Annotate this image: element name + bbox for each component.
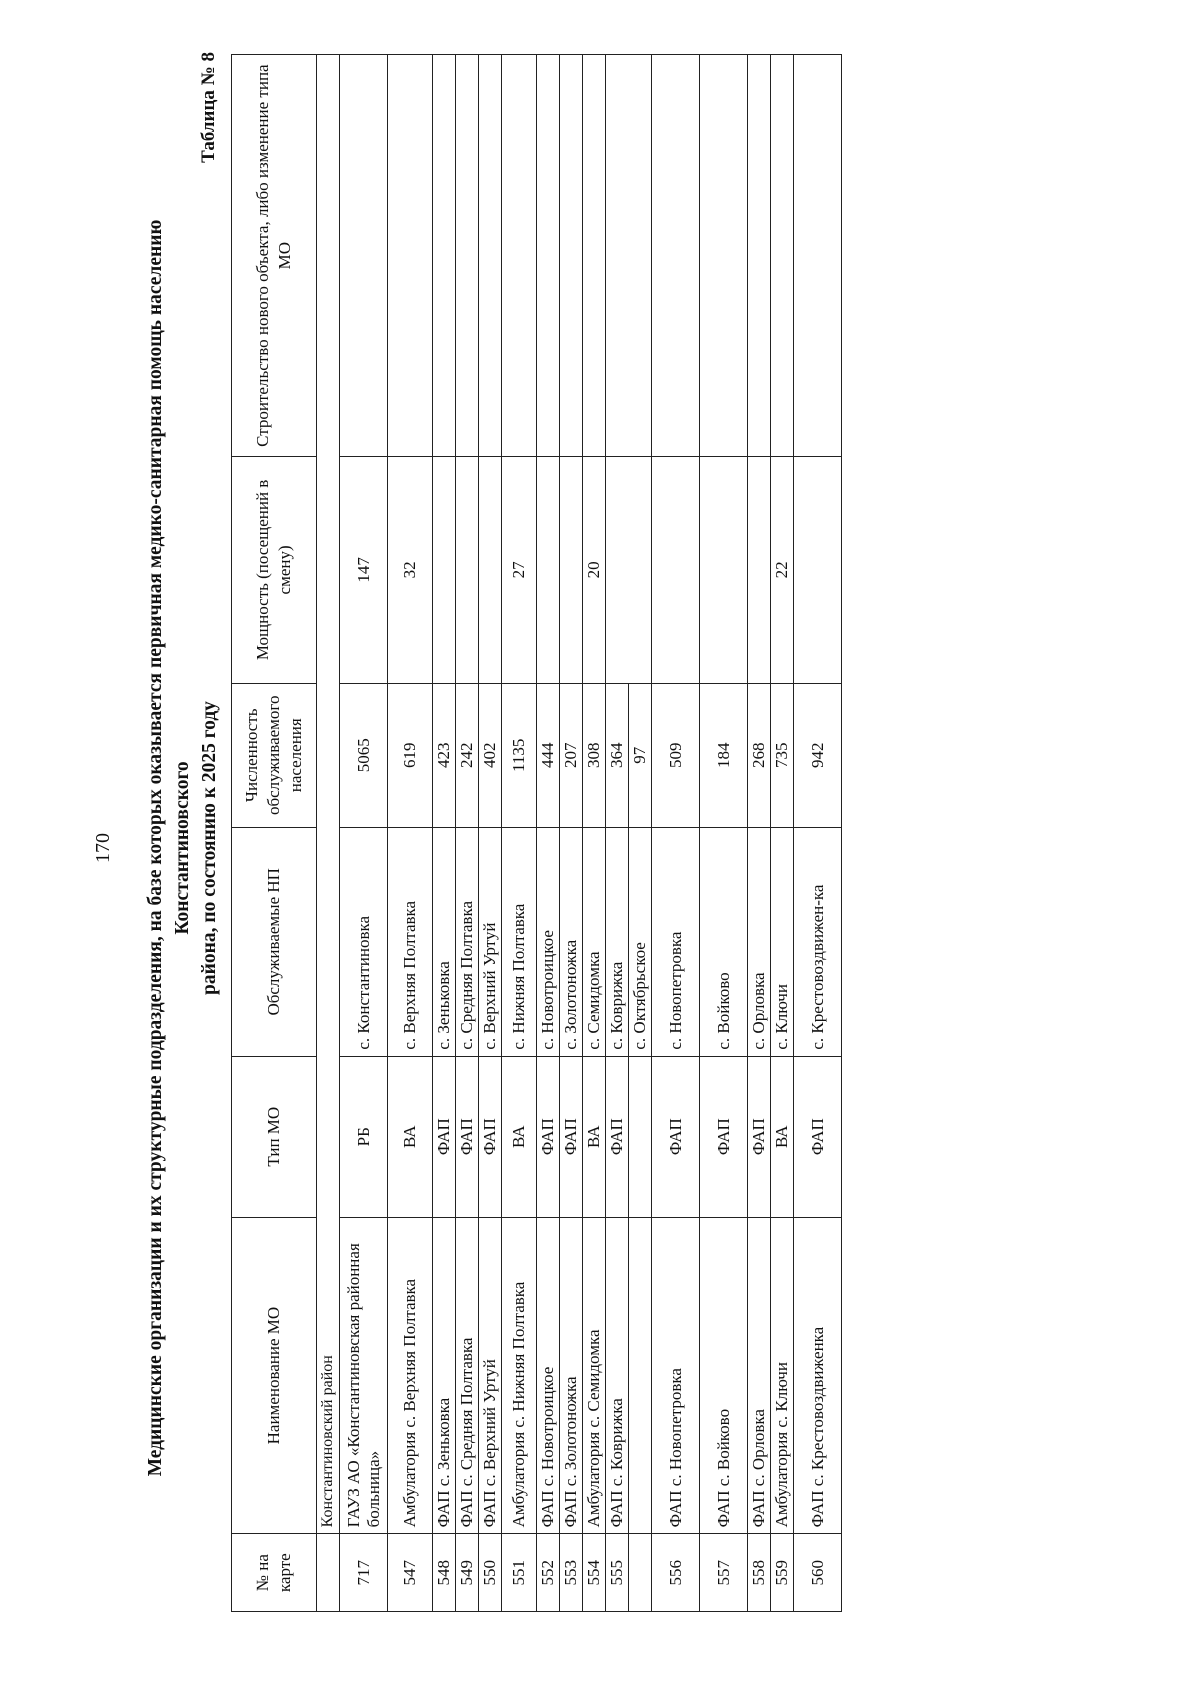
- cell-np: с. Семидомка: [583, 827, 606, 1056]
- cell-type: ФАП: [456, 1056, 479, 1217]
- cell-np: с. Верхний Уртуй: [479, 827, 502, 1056]
- cell-num: 550: [479, 1534, 502, 1612]
- cell-type: ФАП: [560, 1056, 583, 1217]
- district-name: Константиновский район: [317, 55, 340, 1534]
- cell-np: с. Новотроицкое: [537, 827, 560, 1056]
- cell-name: ФАП с. Новотроицкое: [537, 1217, 560, 1534]
- cell-type: ВА: [388, 1056, 433, 1217]
- cell-capacity: 22: [771, 457, 794, 683]
- cell-num: 557: [700, 1534, 748, 1612]
- cell-capacity: [560, 457, 583, 683]
- cell-construction: [479, 55, 502, 457]
- cell-num: 553: [560, 1534, 583, 1612]
- cell-num: 717: [340, 1534, 388, 1612]
- cell-type: ФАП: [652, 1056, 700, 1217]
- table-row: [652, 55, 700, 1612]
- cell-num: 560: [794, 1534, 842, 1612]
- cell-construction: [456, 55, 479, 457]
- header-type: Тип МО: [232, 1056, 317, 1217]
- cell-population: 942: [794, 683, 842, 827]
- table-row: [502, 55, 537, 1612]
- cell-population: 5065: [340, 683, 388, 827]
- cell-num: 547: [388, 1534, 433, 1612]
- table-label: Таблица № 8: [198, 52, 219, 163]
- cell-num: 558: [748, 1534, 771, 1612]
- cell-capacity: [794, 457, 842, 683]
- cell-name: Амбулатория с. Семидомка: [583, 1217, 606, 1534]
- cell-population: 364: [606, 683, 629, 827]
- cell-num: [629, 1534, 652, 1612]
- table-row: [537, 55, 560, 1612]
- cell-construction: [652, 55, 700, 457]
- page-number: 170: [92, 833, 114, 863]
- cell-name: ФАП с. Войково: [700, 1217, 748, 1534]
- cell-capacity: [748, 457, 771, 683]
- title-line-2: района, по состоянию к 2025 году: [199, 701, 220, 995]
- cell-population: 97: [629, 683, 652, 827]
- header-construction: Строительство нового объекта, либо изменение типа МО: [232, 55, 317, 457]
- header-capacity: Мощность (посещений в смену): [232, 457, 317, 683]
- table-row: [771, 55, 794, 1612]
- cell-name: Амбулатория с. Ключи: [771, 1217, 794, 1534]
- table-row: [794, 55, 842, 1612]
- cell-construction: [433, 55, 456, 457]
- cell-capacity: [479, 457, 502, 683]
- cell-name: ФАП с. Коврижка: [606, 1217, 629, 1534]
- cell-np: с. Золотоножка: [560, 827, 583, 1056]
- cell-name: ФАП с. Верхний Уртуй: [479, 1217, 502, 1534]
- cell-num: 555: [606, 1534, 629, 1612]
- cell-np: с. Нижняя Полтавка: [502, 827, 537, 1056]
- cell-capacity: 147: [340, 457, 388, 683]
- cell-num: 551: [502, 1534, 537, 1612]
- cell-name: Амбулатория с. Верхняя Полтавка: [388, 1217, 433, 1534]
- cell-type: РБ: [340, 1056, 388, 1217]
- cell-type: ВА: [771, 1056, 794, 1217]
- cell-np: с. Средняя Полтавка: [456, 827, 479, 1056]
- cell-num: 556: [652, 1534, 700, 1612]
- cell-capacity: [652, 457, 700, 683]
- medical-organizations-table: [231, 54, 842, 1612]
- cell-type: ВА: [502, 1056, 537, 1217]
- cell-name: ФАП с. Орловка: [748, 1217, 771, 1534]
- cell-population: 184: [700, 683, 748, 827]
- cell-np: с. Ключи: [771, 827, 794, 1056]
- cell-population: 509: [652, 683, 700, 827]
- cell-type: ФАП: [748, 1056, 771, 1217]
- cell-name: ГАУЗ АО «Константиновская районная больница»: [340, 1217, 388, 1534]
- cell-type: ВА: [583, 1056, 606, 1217]
- cell-capacity: [433, 457, 456, 683]
- cell-np: с. Константиновка: [340, 827, 388, 1056]
- cell-num: 559: [771, 1534, 794, 1612]
- cell-construction: [502, 55, 537, 457]
- cell-np: с. Войково: [700, 827, 748, 1056]
- table-row: [479, 55, 502, 1612]
- cell-num: 548: [433, 1534, 456, 1612]
- cell-population: 423: [433, 683, 456, 827]
- cell-num: 554: [583, 1534, 606, 1612]
- table-row: [748, 55, 771, 1612]
- cell-np: с. Октябрьское: [629, 827, 652, 1056]
- cell-type: ФАП: [433, 1056, 456, 1217]
- cell-population: 735: [771, 683, 794, 827]
- cell-population: 444: [537, 683, 560, 827]
- cell-name: ФАП с. Золотоножка: [560, 1217, 583, 1534]
- table-row: [388, 55, 433, 1612]
- cell-capacity: [456, 457, 479, 683]
- table-row: [583, 55, 606, 1612]
- district-row: [317, 55, 340, 1612]
- cell-type: ФАП: [479, 1056, 502, 1217]
- cell-population: 619: [388, 683, 433, 827]
- cell-population: 242: [456, 683, 479, 827]
- table-row: [433, 55, 456, 1612]
- cell-np: с. Верхняя Полтавка: [388, 827, 433, 1056]
- cell-construction: [700, 55, 748, 457]
- cell-construction: [340, 55, 388, 457]
- table-row: [606, 55, 629, 1612]
- cell-np: с. Орловка: [748, 827, 771, 1056]
- header-name: Наименование МО: [232, 1217, 317, 1534]
- cell-construction: [606, 55, 652, 457]
- cell-type: ФАП: [700, 1056, 748, 1217]
- cell-num: 549: [456, 1534, 479, 1612]
- cell-name: ФАП с. Новопетровка: [652, 1217, 700, 1534]
- table-row: [560, 55, 583, 1612]
- cell-name: Амбулатория с. Нижняя Полтавка: [502, 1217, 537, 1534]
- table-row: [700, 55, 748, 1612]
- cell-construction: [583, 55, 606, 457]
- cell-np: с. Крестовоздвижен-ка: [794, 827, 842, 1056]
- cell-construction: [388, 55, 433, 457]
- table-row: [340, 55, 388, 1612]
- cell-type: [629, 1056, 652, 1217]
- cell-name: ФАП с. Крестовоздвиженка: [794, 1217, 842, 1534]
- cell-construction: [771, 55, 794, 457]
- cell-type: ФАП: [794, 1056, 842, 1217]
- cell-np: с. Зеньковка: [433, 827, 456, 1056]
- cell-construction: [794, 55, 842, 457]
- cell-capacity: [700, 457, 748, 683]
- cell-population: 207: [560, 683, 583, 827]
- cell-population: 1135: [502, 683, 537, 827]
- cell-construction: [560, 55, 583, 457]
- cell-name: ФАП с. Средняя Полтавка: [456, 1217, 479, 1534]
- cell-np: с. Новопетровка: [652, 827, 700, 1056]
- cell-type: ФАП: [606, 1056, 629, 1217]
- table-row: [456, 55, 479, 1612]
- title-line-1: Медицинские организации и их структурные подразделения, на базе которых оказывается первичная медико-санитарная помощь населению Константиновского: [145, 219, 193, 1477]
- cell-np: с. Коврижка: [606, 827, 629, 1056]
- header-population: Численность обслуживаемого населения: [232, 683, 317, 827]
- cell-population: 308: [583, 683, 606, 827]
- header-num: № на карте: [232, 1534, 317, 1612]
- cell-capacity: [537, 457, 560, 683]
- cell-num: 552: [537, 1534, 560, 1612]
- cell-name: ФАП с. Зеньковка: [433, 1217, 456, 1534]
- cell-name: [629, 1217, 652, 1534]
- table-header-row: [232, 55, 317, 1612]
- header-np: Обслуживаемые НП: [232, 827, 317, 1056]
- cell-population: 402: [479, 683, 502, 827]
- cell-capacity: [606, 457, 652, 683]
- cell-capacity: 32: [388, 457, 433, 683]
- document-title: [142, 198, 223, 1498]
- cell-capacity: 20: [583, 457, 606, 683]
- cell-type: ФАП: [537, 1056, 560, 1217]
- cell-construction: [748, 55, 771, 457]
- cell-capacity: 27: [502, 457, 537, 683]
- cell-construction: [537, 55, 560, 457]
- cell-population: 268: [748, 683, 771, 827]
